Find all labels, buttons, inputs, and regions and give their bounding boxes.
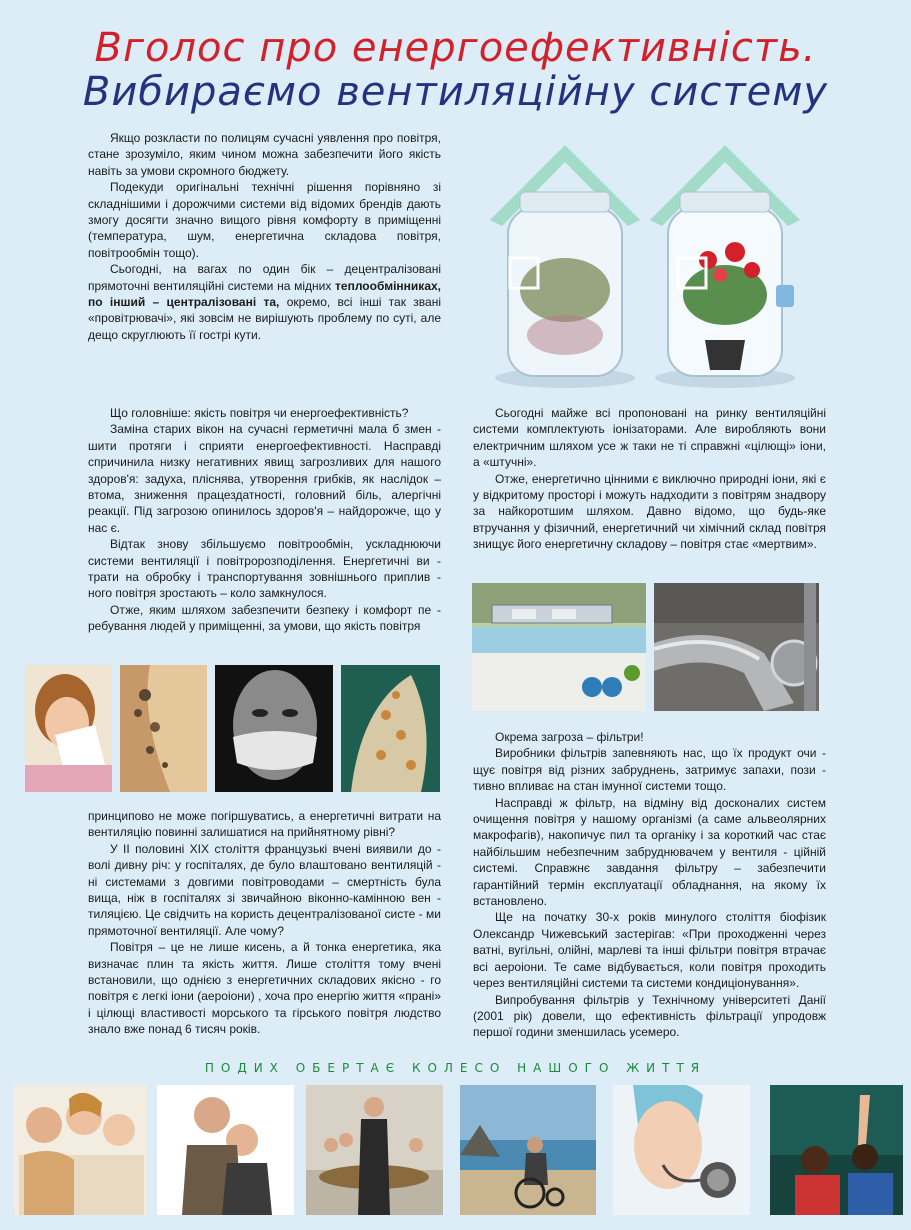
history-paragraph: У ІІ половині ХІХ століття французькі вчені виявили до - волі дивну річ: у госпіталях, де було влаштовано вентиляцій - ні системами з довгими повітроводами – смертність була вища, ніж в госпіталях зі звичайною віконно-камінною вен - тиляцією. Це свідчить на користь децентралізованої систе - ми прямоточної вентиляції. Але чому? bbox=[88, 841, 441, 938]
left-paragraph-2: Заміна старих вікон на сучасні герметичні мала б змен - шити протяги і сприяти енергоефективності. Насправді спричинила низку негативних явищ загрозливих для нашого здоров'я: задуха, пліснява, утворення грибків, як наслідок – втома, зниження працездатності, головний біль, алергічні реакції. Під загрозою опинилось здоров'я – найдорожче, що у нас є. bbox=[88, 422, 441, 535]
bottom-right-column bbox=[473, 729, 826, 1041]
intro-paragraph-3 bbox=[88, 261, 441, 343]
intro-column bbox=[88, 130, 441, 343]
elderly-couple-photo bbox=[157, 1085, 294, 1215]
wheelchair-beach-photo bbox=[460, 1085, 596, 1215]
mold-wall-photo bbox=[120, 665, 207, 792]
right-paragraph-2: Отже, енергетично цінними є виключно природні іони, які є у відкритому просторі і можуть надходити з повітрям знадвору за найкоротшим шляхом. Давно відомо, що будь-яке втручання у фізичний, енергетичний чи хімічний склад повітря знищує його енергетичну складову – повітря стає «мертвим». bbox=[473, 471, 826, 552]
energy-paragraph: Повітря – це не лише кисень, а й тонка енергетика, яка визначає плин та якість життя. Лише століття тому вчені встановили, що однією з енергетичних складових якісно - го повітря є легкі іони (аероіони) , хоча про енергію життя «прані» і цілющі властивості морського та гірського повітря людство знало вже понад 6 тисяч років. bbox=[88, 940, 441, 1037]
business-meeting-photo bbox=[306, 1085, 443, 1215]
ventilation-room-photo bbox=[472, 583, 646, 711]
filters-paragraph-2: Насправді ж фільтр, на відміну від досконалих систем очищення повітря у нашому організмі (а саме альвеолярних макрофагів), накопичує пил та органіку і за короткий час стає найбільшим небезпечним забруднювачем у вентиля - ційній системі. Справжнє завдання фільтру – забезпечити гарантійний термін експлуатації обладнання, на якому їх встановлено. bbox=[473, 795, 826, 909]
classroom-photo bbox=[770, 1085, 903, 1215]
intro-text: окремо, всі інші так звані «провітрювачі», які зовсім не вирішують проблему по суті, але дещо скруглюють її гострі кути. bbox=[88, 295, 441, 342]
headline-line-2: Вибираємо вентиляційну систему bbox=[82, 69, 829, 115]
continuation-paragraph: принципово не може погіршуватись, а енергетичні витрати на вентиляцію повинні залишатися на прийнятному рівні? bbox=[88, 809, 441, 840]
question-paragraph: Що головніше: якість повітря чи енергоефективність? bbox=[110, 406, 409, 420]
jars-illustration bbox=[470, 140, 810, 395]
intro-bold-text: теплообмінниках, по інший – централізовані та, bbox=[88, 278, 441, 310]
cigarette-butts-photo bbox=[341, 665, 440, 792]
headline-line-1: Вголос про енергоефективність. bbox=[94, 25, 817, 71]
intro-paragraph-1: Якщо розкласти по полицям сучасні уявлення про повітря, стане зрозуміло, яким чином можна забезпечити його якість навіть за умови скромного бюджету. bbox=[88, 131, 441, 178]
right-paragraph-1: Сьогодні майже всі пропоновані на ринку вентиляційні системи комплектують іонізаторами. Але виробляють вони електричним шляхом усе ж таки не ті справжні «цілющі» іони, а «штучні». bbox=[473, 406, 826, 470]
sneezing-woman-photo bbox=[25, 665, 112, 792]
left-paragraph-3: Відтак знову збільшуємо повітрообмін, ускладнюючи системи вентиляції і повітророзподілення. Енергетичні ви - трати на обробку і транспортування зовнішнього приплив - ного повітря зростають – коло замкнулося. bbox=[88, 537, 441, 601]
masked-face-photo bbox=[215, 665, 333, 792]
filters-paragraph-4: Випробування фільтрів у Технічному університеті Данії (2001 рік) довели, що ефективність фільтрації упродовж першої години зменшилась усемеро. bbox=[473, 992, 826, 1040]
filters-heading: Окрема загроза – фільтри! bbox=[495, 730, 644, 744]
intro-paragraph-2: Подекуди оригінальні технічні рішення порівняно зі складнішими і дорожчими системи від відомих брендів дають змогу досягти значно вищого рівня комфорту в приміщенні (температура, шум, енергетична складова повітря, повітрообмін тощо). bbox=[88, 180, 441, 260]
slogan: ПОДИХ ОБЕРТАЄ КОЛЕСО НАШОГО ЖИТТЯ bbox=[204, 1061, 707, 1075]
air-duct-photo bbox=[654, 583, 819, 711]
bottom-left-column bbox=[88, 808, 441, 1038]
doctor-stethoscope-photo bbox=[613, 1085, 750, 1215]
left-column bbox=[88, 405, 441, 635]
filters-paragraph-3: Ще на початку 30-х років минулого століття біофізик Олександр Чижевський застерігав: «При проходженні через ватні, вугільні, олійні, марлеві та інші фільтри повітря втрачає всі аероіони. Те саме відбувається, коли повітря проходить через вентиляційні системи та системи кондиціонування». bbox=[473, 910, 826, 991]
filters-paragraph-1: Виробники фільтрів запевняють нас, що їх продукт очи - щує повітря від різних забруднень, затримує запахи, пози - тивно впливає на стан імунної системи тощо. bbox=[473, 746, 826, 794]
intro-text: Сьогодні, на вагах по один бік – децентралізовані прямоточні вентиляційні системи на мідних bbox=[88, 262, 441, 293]
right-column bbox=[473, 405, 826, 553]
left-paragraph-4: Отже, яким шляхом забезпечити безпеку і комфорт пе - ребування людей у приміщенні, за умови, що якість повітря bbox=[88, 602, 441, 634]
family-photo bbox=[14, 1085, 147, 1215]
